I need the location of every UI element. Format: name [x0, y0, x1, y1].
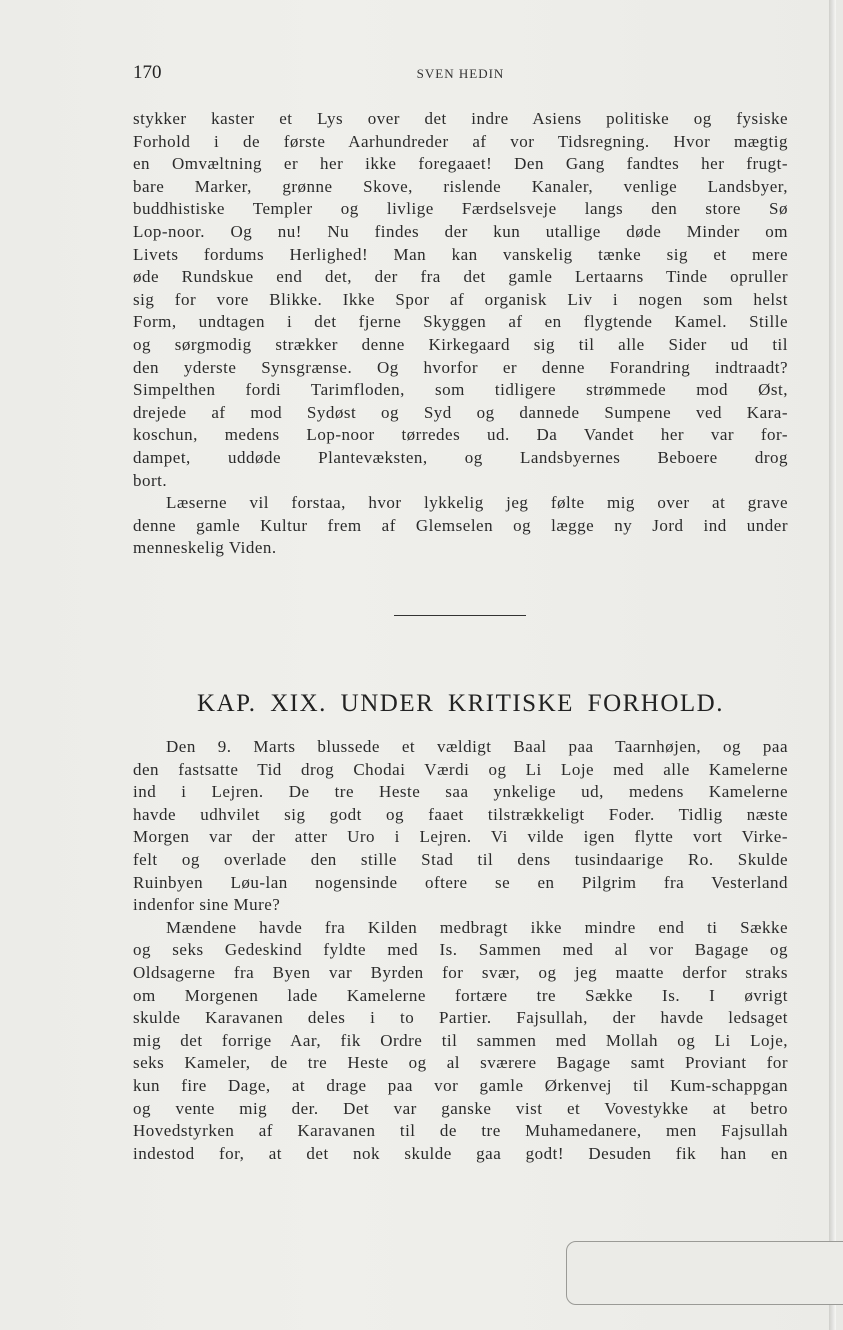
- text-line: havde udhvilet sig godt og faaet tilstrækkeligt Foder. Tidlig næste: [133, 804, 788, 824]
- text-line: Morgen var der atter Uro i Lejren. Vi vilde igen flytte vort Virke-: [133, 827, 788, 847]
- text-line: om Morgenen lade Kamelerne fortære tre Sække Is. I øvrigt: [133, 985, 788, 1005]
- text-line: og seks Gedeskind fyldte med Is. Sammen med al vor Bagage og: [133, 940, 788, 960]
- text-line: Forhold i de første Aarhundreder af vor Tidsregning. Hvor mægtig: [133, 131, 788, 151]
- text-line: bort.: [133, 470, 168, 490]
- text-line: skulde Karavanen deles i to Partier. Fajsullah, der havde ledsaget: [133, 1008, 788, 1028]
- text-line: kun fire Dage, at drage paa vor gamle Ørkenvej til Kum-schappgan: [133, 1075, 788, 1095]
- chapter-title: KAP. XIX. UNDER KRITISKE FORHOLD.: [197, 690, 724, 717]
- text-line: buddhistiske Templer og livlige Færdselsveje langs den store Sø: [133, 199, 788, 219]
- text-line: den yderste Synsgrænse. Og hvorfor er denne Forandring indtraadt?: [133, 357, 788, 377]
- text-line: Den 9. Marts blussede et vældigt Baal paa Taarnhøjen, og paa: [166, 737, 788, 756]
- text-line: indenfor sine Mure?: [133, 895, 281, 915]
- page-number: 170: [133, 62, 162, 83]
- text-line: sig for vore Blikke. Ikke Spor af organisk Liv i nogen som helst: [133, 289, 788, 309]
- text-line: Form, undtagen i det fjerne Skyggen af en flygtende Kamel. Stille: [133, 312, 788, 332]
- running-head: SVEN HEDIN: [416, 66, 505, 81]
- page-header: [133, 60, 788, 90]
- text-line: Livets fordums Herlighed! Man kan vanskelig tænke sig et mere: [133, 244, 788, 264]
- text-line: Læserne vil forstaa, hvor lykkelig jeg følte mig over at grave: [166, 493, 788, 513]
- text-line: denne gamle Kultur frem af Glemselen og lægge ny Jord ind under: [133, 515, 788, 535]
- text-block-bottom: [133, 736, 788, 1165]
- text-line: Lop-noor. Og nu! Nu findes der kun utallige døde Minder om: [133, 221, 788, 241]
- text-line: koschun, medens Lop-noor tørredes ud. Da Vandet her var for-: [133, 425, 788, 445]
- page-edge: [829, 0, 836, 1330]
- section-separator: [394, 615, 526, 616]
- text-line: den fastsatte Tid drog Chodai Værdi og Li Loje med alle Kamelerne: [133, 759, 788, 779]
- text-line: og sørgmodig strækker denne Kirkegaard sig til alle Sider ud til: [133, 334, 788, 354]
- text-line: øde Rundskue end det, der fra det gamle Lertaarns Tinde opruller: [133, 267, 788, 287]
- text-line: dampet, uddøde Plantevæksten, og Landsbyernes Beboere drog: [133, 447, 788, 467]
- page-tab-marker: [566, 1241, 843, 1305]
- text-line: og vente mig der. Det var ganske vist et Vovestykke at betro: [133, 1098, 788, 1118]
- text-block-top: [133, 108, 788, 560]
- text-line: Simpelthen fordi Tarimfloden, som tidligere strømmede mod Øst,: [133, 380, 788, 400]
- text-line: Mændene havde fra Kilden medbragt ikke mindre end ti Sække: [166, 917, 788, 937]
- text-line: drejede af mod Sydøst og Syd og dannede Sumpene ved Kara-: [133, 402, 788, 422]
- text-line: mig det forrige Aar, fik Ordre til sammen med Mollah og Li Loje,: [133, 1030, 788, 1050]
- text-line: Oldsagerne fra Byen var Byrden for svær, og jeg maatte derfor straks: [133, 962, 788, 982]
- text-line: stykker kaster et Lys over det indre Asiens politiske og fysiske: [133, 109, 788, 128]
- text-line: Ruinbyen Løu-lan nogensinde oftere se en Pilgrim fra Vesterland: [133, 872, 788, 892]
- text-line: seks Kameler, de tre Heste og al sværere Bagage samt Proviant for: [133, 1053, 788, 1073]
- text-line: bare Marker, grønne Skove, rislende Kanaler, venlige Landsbyer,: [133, 176, 788, 196]
- text-line: menneskelig Viden.: [133, 538, 277, 558]
- text-line: ind i Lejren. De tre Heste saa ynkelige ud, medens Kamelerne: [133, 782, 788, 802]
- text-line: Hovedstyrken af Karavanen til de tre Muhamedanere, men Fajsullah: [133, 1121, 788, 1141]
- text-line: felt og overlade den stille Stad til dens tusindaarige Ro. Skulde: [133, 849, 788, 869]
- text-line: en Omvæltning er her ikke foregaaet! Den Gang fandtes her frugt-: [133, 154, 788, 174]
- text-line: indestod for, at det nok skulde gaa godt! Desuden fik han en: [133, 1143, 788, 1163]
